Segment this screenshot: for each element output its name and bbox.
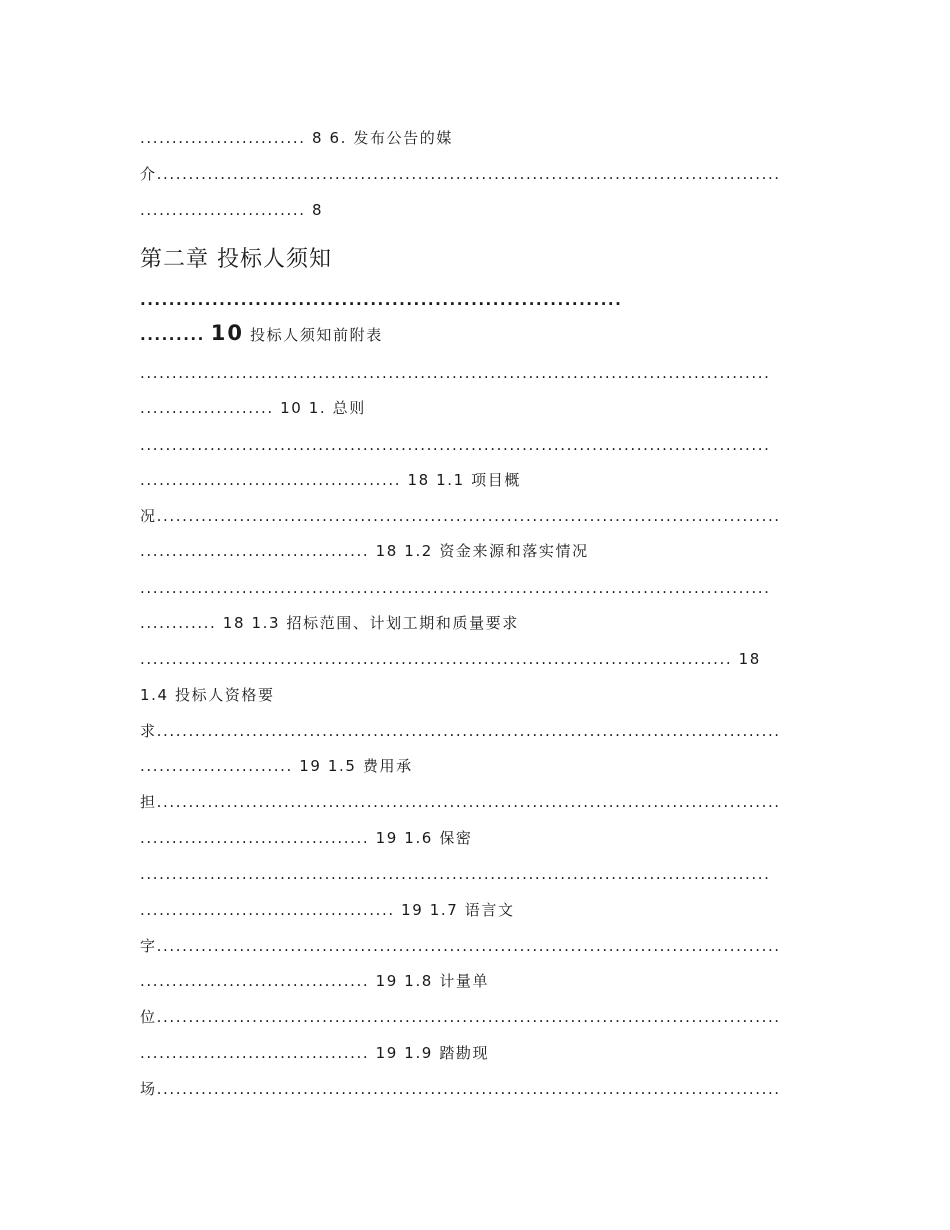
toc-line: [140, 504, 807, 528]
toc-line: [140, 719, 807, 743]
toc-page-number[interactable]: 18: [738, 650, 761, 668]
toc-entry-text[interactable]: 18 1.1 项目概: [407, 471, 521, 489]
toc-entry-text[interactable]: 求: [140, 722, 157, 740]
toc-entry-text[interactable]: 19 1.7 语言文: [401, 901, 515, 919]
leader-dots: ...................................................................: [140, 291, 623, 309]
leader-dots: ...................................................................................................: [140, 865, 771, 883]
leader-dots: ....................................: [140, 972, 370, 990]
leader-dots: ..........................: [140, 201, 306, 219]
toc-page-number[interactable]: 8: [311, 201, 324, 219]
toc-page-number[interactable]: 10: [210, 321, 245, 345]
toc-entry-text[interactable]: 19 1.5 费用承: [299, 757, 413, 775]
toc-entry-text[interactable]: 位: [140, 1008, 157, 1026]
toc-line: [140, 162, 807, 186]
toc-line: [140, 320, 807, 346]
leader-dots: ..................................................................................................: [156, 722, 781, 740]
chapter-title[interactable]: 第二章 投标人须知: [140, 247, 332, 272]
toc-line: [140, 396, 807, 420]
leader-dots: ...................................................................................................: [140, 364, 771, 382]
toc-line: [140, 126, 807, 150]
toc-line: [140, 826, 807, 850]
toc-entry-text[interactable]: 况: [140, 507, 157, 525]
leader-dots: ........................................: [140, 901, 395, 919]
leader-dots: .....................: [140, 399, 274, 417]
leader-dots: ....................................: [140, 542, 370, 560]
leader-dots: ..................................................................................................: [156, 793, 781, 811]
leader-dots: .............................................................................................: [140, 650, 733, 668]
toc-line: [140, 790, 807, 814]
toc-line: [140, 433, 807, 457]
toc-entry-text[interactable]: 10 1. 总则: [280, 399, 366, 417]
toc-line: [140, 287, 807, 313]
toc-line: [140, 539, 807, 563]
leader-dots: ..................................................................................................: [156, 507, 781, 525]
toc-entry-text[interactable]: 介: [140, 165, 157, 183]
toc-line: [140, 862, 807, 886]
toc-line: [140, 611, 807, 635]
leader-dots: .........................................: [140, 471, 402, 489]
toc-line: [140, 468, 807, 492]
toc-entry-text[interactable]: 8 6. 发布公告的媒: [311, 129, 453, 147]
toc-line: [140, 683, 807, 707]
toc-entry-text[interactable]: 18 1.2 资金来源和落实情况: [375, 542, 589, 560]
toc-line: [140, 198, 807, 222]
leader-dots: ..................................................................................................: [156, 1008, 781, 1026]
toc-entry-text[interactable]: 字: [140, 937, 157, 955]
toc-line: [140, 934, 807, 958]
toc-line: [140, 898, 807, 922]
toc-entry-text[interactable]: 19 1.9 踏勘现: [375, 1044, 490, 1062]
leader-dots: ...................................................................................................: [140, 436, 771, 454]
toc-entry-text[interactable]: 18 1.3 招标范围、计划工期和质量要求: [222, 614, 519, 632]
leader-dots: ...................................................................................................: [140, 579, 771, 597]
toc-entry-text[interactable]: 担: [140, 793, 157, 811]
leader-dots: ..................................................................................................: [156, 165, 781, 183]
toc-entry-text[interactable]: 1.4 投标人资格要: [140, 686, 275, 704]
toc-line: [140, 969, 807, 993]
toc-entry-text[interactable]: 投标人须知前附表: [250, 326, 383, 344]
toc-entry-text[interactable]: 19 1.6 保密: [375, 829, 473, 847]
toc-line: [140, 647, 807, 671]
toc-line: [140, 1041, 807, 1065]
toc-entry-text[interactable]: 19 1.8 计量单: [375, 972, 490, 990]
toc-entry-text[interactable]: 场: [140, 1080, 157, 1098]
leader-dots: ..........................: [140, 129, 306, 147]
leader-dots: ..................................................................................................: [156, 937, 781, 955]
toc-line: [140, 1077, 807, 1101]
toc-line: [140, 361, 807, 385]
leader-dots: ..................................................................................................: [156, 1080, 781, 1098]
leader-dots: ....................................: [140, 829, 370, 847]
leader-dots: ....................................: [140, 1044, 370, 1062]
toc-line: [140, 1005, 807, 1029]
leader-dots: .........: [140, 326, 205, 344]
leader-dots: ............: [140, 614, 217, 632]
toc-line: [140, 576, 807, 600]
toc-line: [140, 754, 807, 778]
leader-dots: ........................: [140, 757, 293, 775]
